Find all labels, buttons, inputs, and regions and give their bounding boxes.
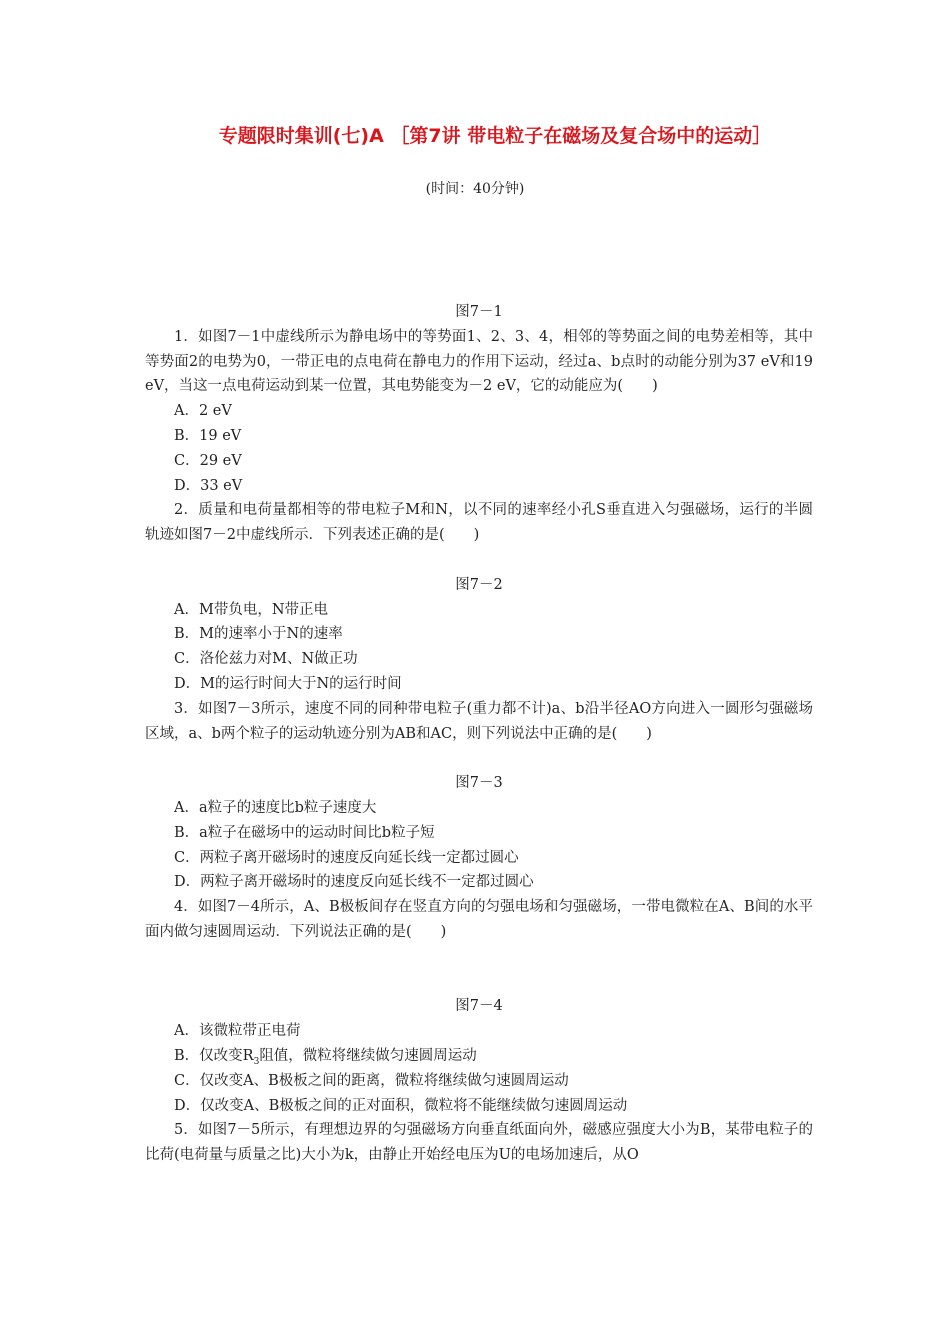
question-4-option-c: C．仅改变A、B极板之间的距离，微粒将继续做匀速圆周运动 [174,1072,569,1089]
question-2-option-a: A．M带负电，N带正电 [174,601,329,618]
figure-caption-7-2: 图7－2 [455,576,503,593]
resistor-subscript: 3 [253,1056,260,1067]
question-4-text: 4．如图7－4所示，A、B极板间存在竖直方向的匀强电场和匀强磁场，一带电微粒在A、B间的水平面内做匀速圆周运动．下列说法正确的是( ) [145,899,813,940]
question-1-text: 1．如图7－1中虚线所示为静电场中的等势面1、2、3、4，相邻的等势面之间的电势差相等，其中等势面2的电势为0，一带正电的点电荷在静电力的作用下运动，经过a、b点时的动能分别为37 eV和19 eV，当这一点电荷运动到某一位置，其电势能变为－2 eV，它的动能应为( ) [145,328,813,395]
figure-caption-7-4: 图7－4 [455,998,503,1015]
question-1-option-c: C．29 eV [174,452,242,469]
question-3-option-a: A．a粒子的速度比b粒子速度大 [174,799,377,816]
figure-7-2-placeholder [145,548,813,573]
option-b-suffix: 阻值，微粒将继续做匀速圆周运动 [259,1047,477,1064]
document-body [145,300,813,1168]
question-5-text: 5．如图7－5所示，有理想边界的匀强磁场方向垂直纸面向外，磁感应强度大小为B，某带电粒子的比荷(电荷量与质量之比)大小为k，由静止开始经电压为U的电场加速后，从O [145,1122,813,1164]
figure-caption-7-3: 图7－3 [455,775,503,792]
question-4-option-b [145,1044,813,1069]
question-2-option-c: C．洛伦兹力对M、N做正功 [174,651,358,668]
figure-caption-7-1: 图7－1 [455,304,503,320]
question-1-option-b: B．19 eV [174,427,242,444]
question-3-text: 3．如图7－3所示，速度不同的同种带电粒子(重力都不计)a、b沿半径AO方向进入一圆形匀强磁场区域，a、b两个粒子的运动轨迹分别为AB和AC，则下列说法中正确的是( ) [145,700,813,742]
question-1-option-a: A．2 eV [174,403,232,420]
time-limit: (时间：40分钟) [425,181,525,197]
figure-7-3-placeholder [145,746,813,771]
question-4-option-a: A．该微粒带正电荷 [174,1023,301,1040]
question-3-option-b: B．a粒子在磁场中的运动时间比b粒子短 [174,824,435,841]
question-3-option-d: D．两粒子离开磁场时的速度反向延长线不一定都过圆心 [174,874,534,891]
question-3-option-c: C．两粒子离开磁场时的速度反向延长线一定都过圆心 [174,849,519,866]
question-2-text: 2．质量和电荷量都相等的带电粒子M和N，以不同的速率经小孔S垂直进入匀强磁场，运行的半圆轨迹如图7－2中虚线所示．下列表述正确的是( ) [145,502,813,544]
question-2-option-b: B．M的速率小于N的速率 [174,626,343,643]
figure-7-4-placeholder [145,945,813,995]
question-2-option-d: D．M的运行时间大于N的运行时间 [174,675,402,692]
question-4-option-d: D．仅改变A、B极板之间的正对面积，微粒将不能继续做匀速圆周运动 [174,1097,628,1114]
question-1-option-d: D．33 eV [174,477,243,494]
page-title: 专题限时集训(七)A ［第7讲 带电粒子在磁场及复合场中的运动］ [218,125,772,147]
option-b-prefix: B．仅改变R [174,1047,254,1064]
